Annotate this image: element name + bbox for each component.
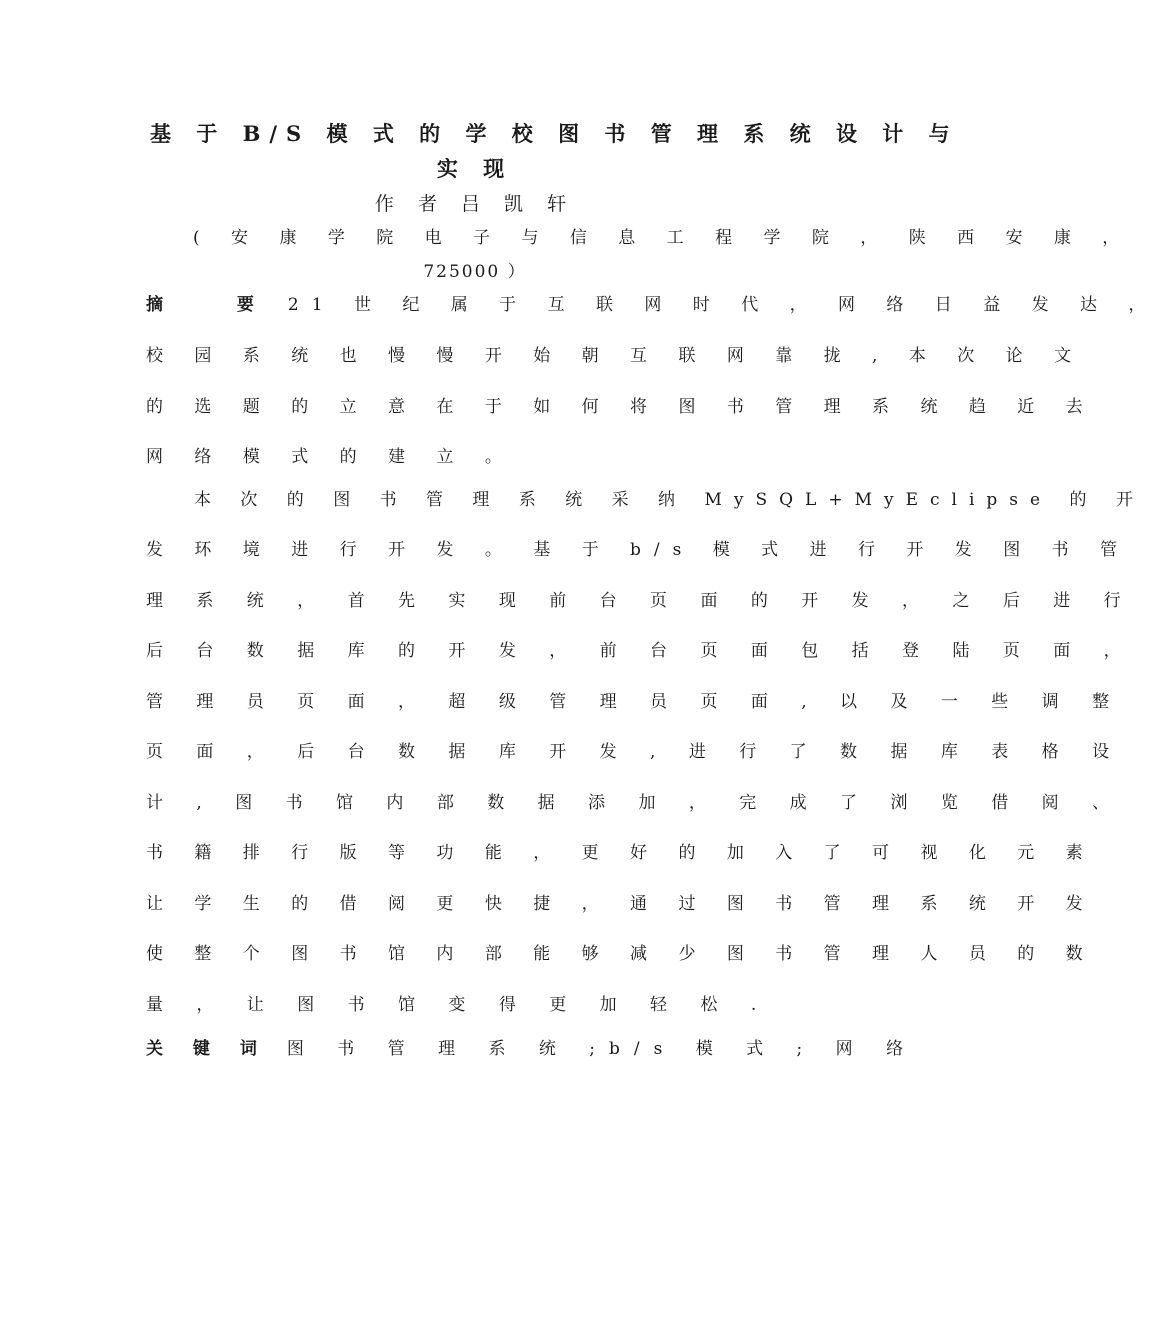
paper-title-line-2: 实 现 <box>436 156 514 181</box>
abstract-line-13: 让 学 生 的 借 阅 更 快 捷 ， 通 过 图 书 管 理 系 统 开 发 <box>146 894 1096 914</box>
abstract-text: 21 世 纪 属 于 互 联 网 时 代 ， 网 络 日 益 发 达 ， <box>287 295 1158 315</box>
keywords-label: 关 键 词 <box>146 1039 269 1059</box>
abstract-line-14: 使 整 个 图 书 馆 内 部 能 够 减 少 图 书 管 理 人 员 的 数 <box>146 944 1096 964</box>
keywords-value: 图 书 管 理 系 统 ;b/s 模 式 ; 网 络 <box>286 1039 918 1059</box>
abstract-line-2: 校 园 系 统 也 慢 慢 开 始 朝 互 联 网 靠 拢 , 本 次 论 文 <box>146 346 1085 366</box>
abstract-line-9: 管 理 员 页 面 ， 超 级 管 理 员 页 面 , 以 及 一 些 调 整 <box>146 692 1124 712</box>
abstract-line-6: 发 环 境 进 行 开 发 。 基 于 b/s 模 式 进 行 开 发 图 书 管 <box>146 540 1131 560</box>
abstract-label: 摘 要 <box>146 295 288 315</box>
abstract-line-7: 理 系 统 ， 首 先 实 现 前 台 页 面 的 开 发 ， 之 后 进 行 <box>146 591 1135 611</box>
abstract-line-4: 网 络 模 式 的 建 立 。 <box>146 447 515 467</box>
paper-title-line-1: 基 于 B/S 模 式 的 学 校 图 书 管 理 系 统 设 计 与 <box>150 121 959 146</box>
abstract-line-5: 本 次 的 图 书 管 理 系 统 采 纳 MySQL+MyEclipse 的 开 <box>194 490 1145 510</box>
abstract-line-15: 量 ， 让 图 书 馆 变 得 更 加 轻 松 . <box>146 995 771 1015</box>
keywords-line <box>146 1034 918 1059</box>
abstract-line-3: 的 选 题 的 立 意 在 于 如 何 将 图 书 管 理 系 统 趋 近 去 <box>146 397 1096 417</box>
affiliation-line-1: ( 安 康 学 院 电 子 与 信 息 工 程 学 院 ， 陕 西 安 康 ， <box>193 228 1133 248</box>
author-line: 作 者 吕 凯 轩 <box>374 193 576 215</box>
abstract-line-11: 计 , 图 书 馆 内 部 数 据 添 加 ， 完 成 了 浏 览 借 阅 、 <box>146 793 1124 813</box>
abstract-line-8: 后 台 数 据 库 的 开 发 ， 前 台 页 面 包 括 登 陆 页 面 ， <box>146 641 1135 661</box>
abstract-line-10: 页 面 ， 后 台 数 据 库 开 发 , 进 行 了 数 据 库 表 格 设 <box>146 742 1124 762</box>
affiliation-line-2: 725000 ） <box>423 262 527 282</box>
abstract-line-1 <box>146 290 1158 315</box>
abstract-line-12: 书 籍 排 行 版 等 功 能 ， 更 好 的 加 入 了 可 视 化 元 素 <box>146 843 1096 863</box>
